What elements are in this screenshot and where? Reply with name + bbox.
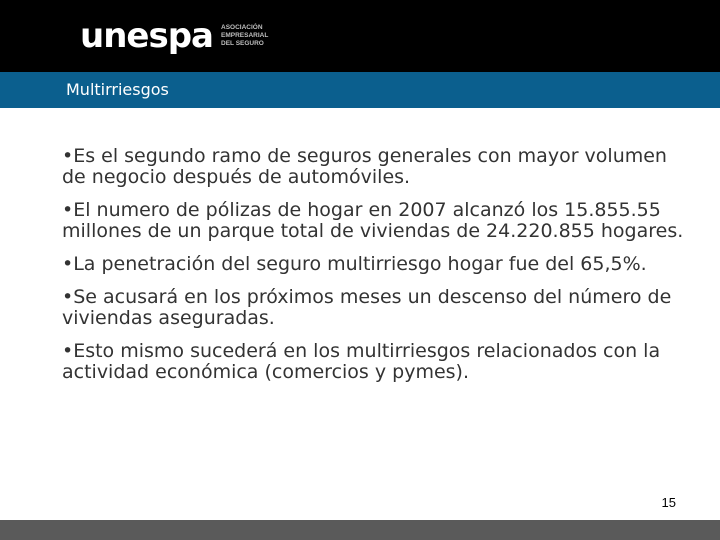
bullet-list: [62, 146, 692, 395]
bullet-item: •La penetración del seguro multirriesgo hogar fue del 65,5%.: [62, 253, 647, 275]
bullet-item: •Es el segundo ramo de seguros generales con mayor volumen de negocio después de automóviles.: [62, 145, 667, 188]
header-band: [0, 0, 720, 72]
bullet-item: •Se acusará en los próximos meses un descenso del número de viviendas aseguradas.: [62, 286, 672, 329]
bullet-item: •Esto mismo sucederá en los multirriesgos relacionados con la actividad económica (comercios y pymes).: [62, 340, 661, 383]
logo-subtitle-line: ASOCIACIÓN: [221, 24, 263, 31]
unespa-logo: [80, 18, 268, 54]
logo-subtitle: [221, 24, 268, 48]
logo-subtitle-line: DEL SEGURO: [221, 40, 264, 47]
footer-bar: [0, 520, 720, 540]
slide-title: Multirriesgos: [66, 80, 169, 99]
bullet-item: •El numero de pólizas de hogar en 2007 alcanzó los 15.855.55 millones de un parque total de viviendas de 24.220.855 hogares.: [62, 199, 684, 242]
page-number: 15: [661, 495, 676, 510]
title-band: [0, 72, 720, 108]
logo-wordmark: unespa: [80, 16, 213, 56]
logo-subtitle-line: EMPRESARIAL: [221, 32, 269, 39]
